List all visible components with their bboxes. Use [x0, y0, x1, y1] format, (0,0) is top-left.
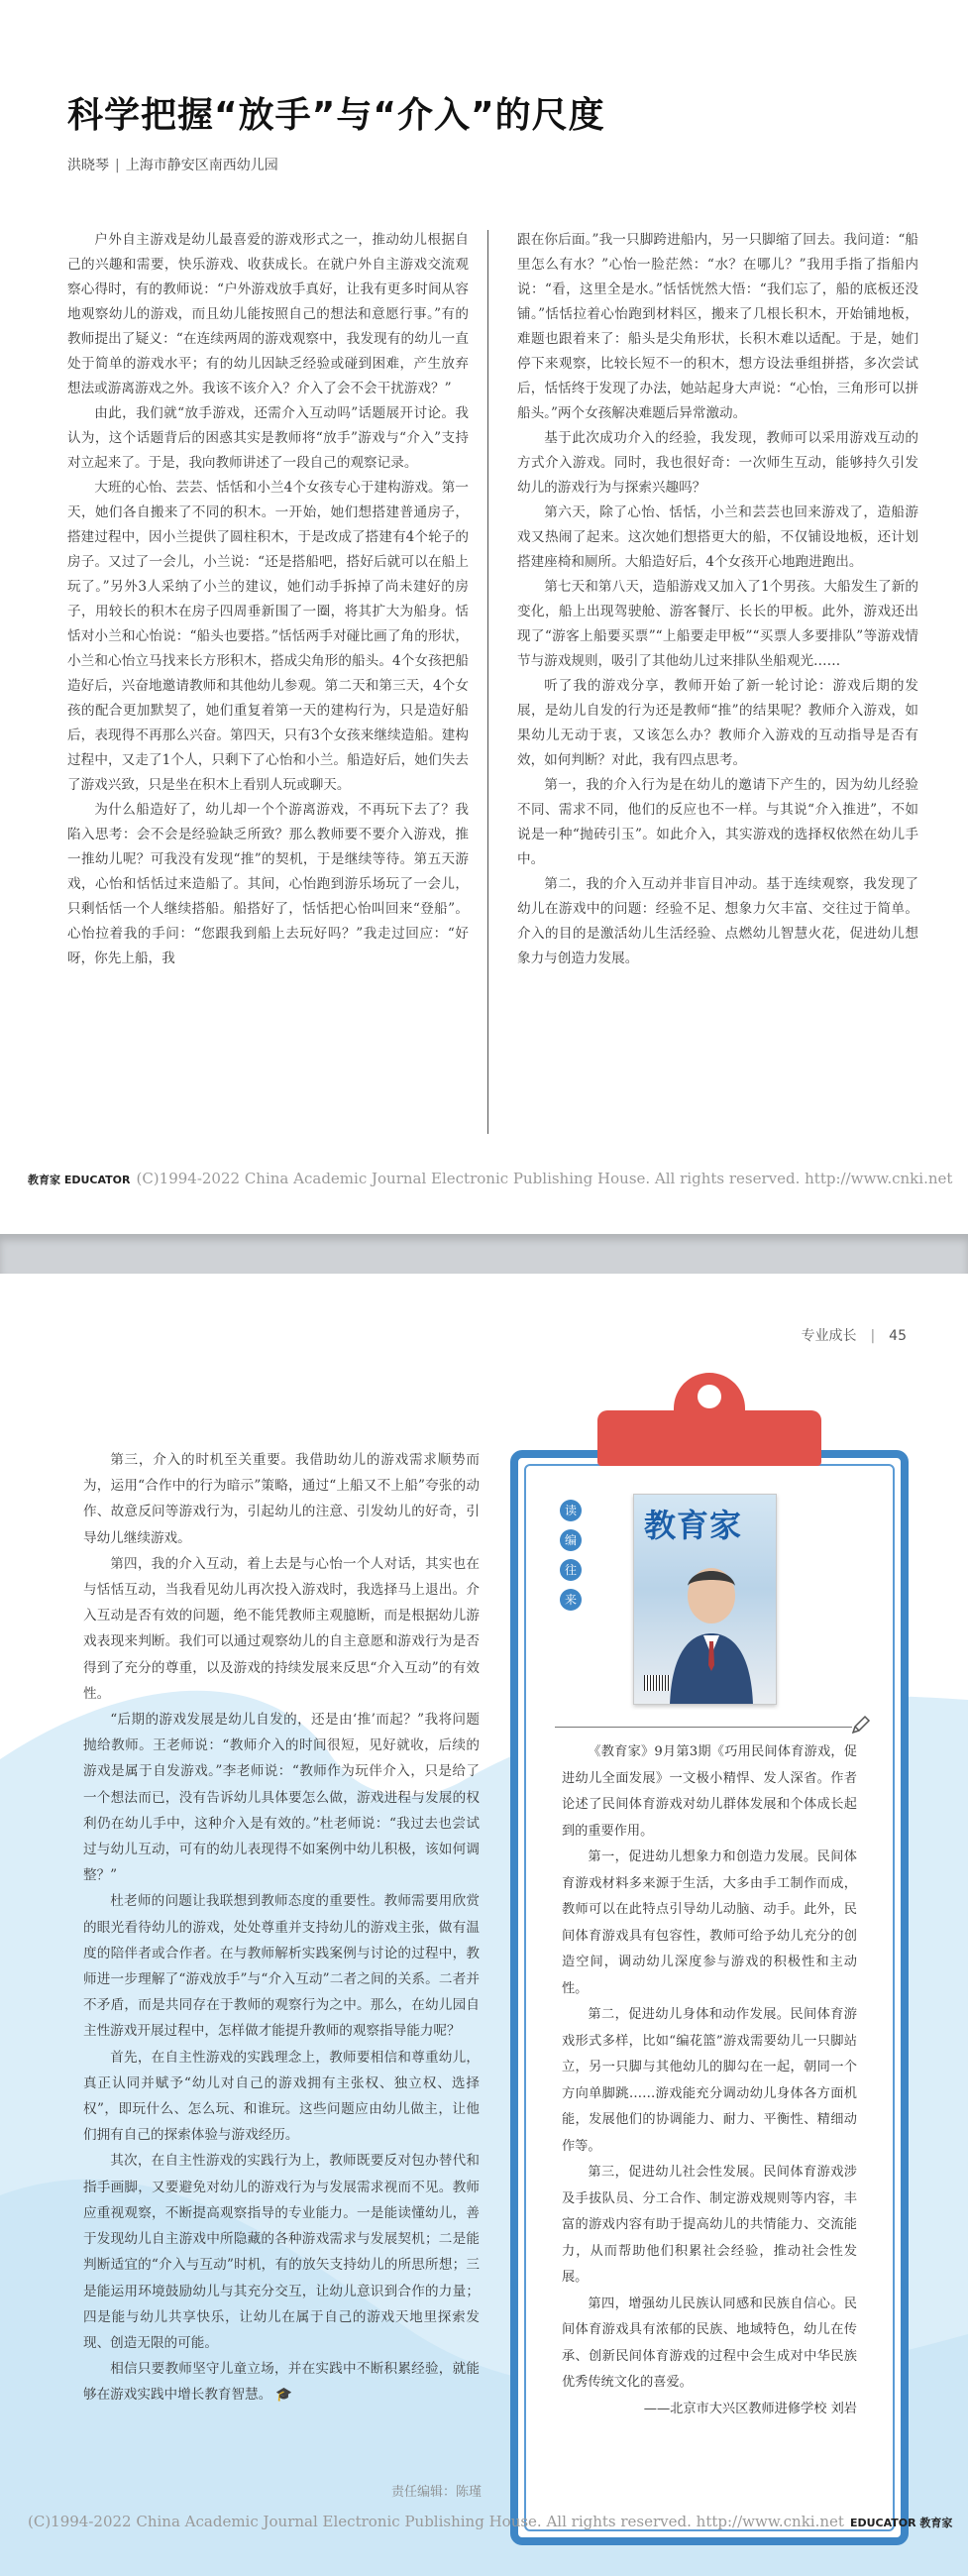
affiliation: 上海市静安区南西幼儿园	[125, 158, 278, 173]
cover-masthead: 教育家	[644, 1507, 743, 1544]
magazine-cover	[633, 1494, 777, 1705]
page-footer	[28, 2513, 952, 2530]
letter-paragraph: 第二，促进幼儿身体和动作发展。民间体育游戏形式多样，比如“编花篮”游戏需要幼儿一只脚站立，另一只脚与其他幼儿的脚勾在一起，朝同一个方向单脚跳……游戏能充分调动幼儿身体各方面机能，发展他们的协调能力、耐力、平衡性、精细动作等。	[562, 2007, 857, 2154]
paragraph: 跟在你后面。”我一只脚跨进船内，另一只脚缩了回去。我问道：“船里怎么有水？”心怡一脸茫然：“水？在哪儿？”我用手指了指船内说：“看，这里全是水。”恬恬恍然大悟：“我们忘了，船的底板还没铺。”恬恬拉着心怡跑到材料区，搬来了几根长积木，开始铺地板，难题也跟着来了：船头是尖角形状，长积木难以适配。于是，她们停下来观察，比较长短不一的积木，想方设法垂组拼搭，多次尝试后，恬恬终于发现了办法，她站起身大声说：“心怡，三角形可以拼船头。”两个女孩解决难题后异常激动。	[517, 232, 918, 421]
running-header	[801, 1325, 907, 1345]
paragraph: 由此，我们就“放手游戏，还需介入互动吗”话题展开讨论。我认为，这个话题背后的困惑其实是教师将“放手”游戏与“介入”支持对立起来了。于是，我向教师讲述了一段自己的观察记录。	[67, 405, 469, 471]
tag-char: 编	[560, 1529, 582, 1551]
paragraph: 户外自主游戏是幼儿最喜爱的游戏形式之一，推动幼儿根据自己的兴趣和需要，快乐游戏、收获成长。在就户外自主游戏交流观察心得时，有的教师说：“户外游戏放手真好，让我有更多时间从容地观察幼儿的游戏，而且幼儿能按照自己的想法和意愿行事。”有的教师提出了疑义：“在连续两周的游戏观察中，我发现有的幼儿一直处于简单的游戏水平；有的幼儿因缺乏经验或碰到困难，产生放弃想法或游离游戏之外。我该不该介入？介入了会不会干扰游戏？”	[67, 232, 469, 396]
footer-brand: 教育家 EDUCATOR	[28, 1174, 131, 1186]
paragraph: 大班的心怡、芸芸、恬恬和小兰4个女孩专心于建构游戏。第一天，她们各自搬来了不同的积木。一开始，她们想搭建普通房子，搭建过程中，因小兰提供了圆柱积木，于是改成了搭建有4个轮子的房子。又过了一会儿，小兰说：“还是搭船吧，搭好后就可以在船上玩了。”另外3人采纳了小兰的建议，她们动手拆掉了尚未建好的房子，用较长的积木在房子四周垂新围了一圈，将其扩大为船身。恬恬对小兰和心怡说：“船头也要搭。”恬恬两手对碰比画了角的形状，小兰和心怡立马找来长方形积木，搭成尖角形的船头。4个女孩把船造好后，兴奋地邀请教师和其他幼儿参观。第二天和第三天，4个女孩的配合更加默契了，她们重复着第一天的建构行为，只是造好船后，表现得不再那么兴奋。第四天，只有3个女孩来继续造船。建构过程中，又走了1个人，只剩下了心怡和小兰。船造好后，她们失去了游戏兴致，只是坐在积木上看别人玩或聊天。	[67, 480, 469, 793]
paragraph: 其次，在自主性游戏的实践行为上，教师既要反对包办替代和指手画脚，又要避免对幼儿的游戏行为与发展需求视而不见。教师应重视观察，不断提高观察指导的专业能力。一是能读懂幼儿，善于发现幼儿自主游戏中所隐藏的各种游戏需求与发展契机；二是能判断适宜的“介入与互动”时机，有的放矢支持幼儿的所思所想；三是能运用环境鼓励幼儿与其充分交互，让幼儿意识到合作的力量；四是能与幼儿共享快乐，让幼儿在属于自己的游戏天地里探索发现、创造无限的可能。	[83, 2153, 480, 2351]
paragraph: 首先，在自主性游戏的实践理念上，教师要相信和尊重幼儿，真正认同并赋予“幼儿对自己的游戏拥有主张权、独立权、选择权”，即玩什么、怎么玩、和谁玩。这些问题应由幼儿做主，让他们拥有自己的探索体验与游戏经历。	[83, 2049, 480, 2144]
byline-separator: |	[115, 158, 120, 173]
column-divider	[487, 230, 488, 1134]
letter-paragraph: 第一，促进幼儿想象力和创造力发展。民间体育游戏材料多来源于生活，大多由手工制作而成，教师可以在此特点引导幼儿动脑、动手。此外，民间体育游戏具有包容性，教师可给予幼儿充分的创造空间，调动幼儿深度参与游戏的积极性和主动性。	[562, 1849, 857, 1996]
paragraph: 第三，介入的时机至关重要。我借助幼儿的游戏需求顺势而为，运用“合作中的行为暗示”策略，通过“上船又不上船”夸张的动作、故意反问等游戏行为，引起幼儿的注意、引发幼儿的好奇，引导幼儿继续游戏。	[83, 1452, 480, 1546]
letter-signature: ——北京市大兴区教师进修学校 刘岩	[643, 2401, 857, 2416]
writing-line	[555, 1727, 852, 1728]
letter-paragraph: 第三，促进幼儿社会性发展。民间体育游戏涉及手拔队员、分工合作、制定游戏规则等内容，丰富的游戏内容有助于提高幼儿的共情能力、交流能力，从而帮助他们积累社会经验，推动社会性发展。	[562, 2165, 857, 2285]
paragraph: “后期的游戏发展是幼儿自发的，还是由‘推’而起？”我将问题抛给教师。王老师说：“教师介入的时间很短，见好就收，后续的游戏是属于自发游戏。”李老师说：“教师作为玩伴介入，只是给了一个想法而已，没有告诉幼儿具体要怎么做，游戏进程与发展的权利仍在幼儿手中，这种介入是有效的。”杜老师说：“我过去也尝试过与幼儿互动，可有的幼儿表现得不如案例中幼儿积极，该如何调整？”	[83, 1712, 480, 1884]
tag-char: 往	[560, 1559, 582, 1581]
copyright-watermark: (C)1994-2022 China Academic Journal Electronic Publishing House. All rights reserved. http://www.cnki.net	[136, 1170, 953, 1187]
paragraph: 第四，我的介入互动，着上去是与心怡一个人对话，其实也在与恬恬互动，当我看见幼儿再次投入游戏时，我选择马上退出。介入互动是否有效的问题，绝不能凭教师主观臆断，而是根据幼儿游戏表现来判断。我们可以通过观察幼儿的自主意愿和游戏行为是否得到了充分的尊重，以及游戏的持续发展来反思“介入互动”的有效性。	[83, 1555, 480, 1702]
paragraph: 第一，我的介入行为是在幼儿的邀请下产生的，因为幼儿经验不同、需求不同，他们的反应也不一样。与其说“介入推进”，不如说是一种“抛砖引玉”。如此介入，其实游戏的选择权依然在幼儿手中。	[517, 777, 918, 867]
paragraph: 第七天和第八天，造船游戏又加入了1个男孩。大船发生了新的变化，船上出现驾驶舱、游客餐厅、长长的甲板。此外，游戏还出现了“游客上船要买票”“上船要走甲板”“买票人多要排队”等游戏情节与游戏规则，吸引了其他幼儿过来排队坐船观光……	[517, 579, 918, 669]
footer-brand: EDUCATOR 教育家	[849, 2517, 953, 2529]
letter-paragraph: 《教育家》9月第3期《巧用民间体育游戏，促进幼儿全面发展》一文极小精悍、发人深省。作者论述了民间体育游戏对幼儿群体发展和个体成长起到的重要作用。	[562, 1744, 857, 1839]
reader-letter-text	[562, 1739, 857, 2422]
article-title: 科学把握“放手”与“介入”的尺度	[67, 95, 605, 136]
page-44	[0, 0, 968, 1234]
responsible-editor: 责任编辑：陈瑾	[391, 2485, 483, 2500]
paragraph: 杜老师的问题让我联想到教师态度的重要性。教师需要用欣赏的眼光看待幼儿的游戏，处处尊重并支持幼儿的游戏主张，做有温度的陪伴者或合作者。在与教师解析实践案例与讨论的过程中，教师进一步理解了“游戏放手”与“介入互动”二者之间的关系。二者并不矛盾，而是共同存在于教师的观察行为之中。那么，在幼儿园自主性游戏开展过程中，怎样做才能提升教师的观察指导能力呢？	[83, 1893, 480, 2040]
closing-paragraph-text: 相信只要教师坚守儿童立场，并在实践中不断积累经验，就能够在游戏实践中增长教育智慧。	[83, 2361, 480, 2404]
clipboard-clip	[597, 1410, 821, 1466]
graduation-cap-icon: 🎓	[275, 2387, 293, 2404]
header-separator: |	[870, 1328, 876, 1344]
page-number: 45	[889, 1328, 907, 1344]
byline	[67, 155, 278, 174]
author: 洪晓琴	[67, 158, 109, 173]
pen-icon	[850, 1714, 872, 1736]
tag-char: 读	[560, 1500, 582, 1521]
cover-barcode	[644, 1675, 670, 1691]
cover-portrait	[662, 1556, 761, 1705]
copyright-watermark: (C)1994-2022 China Academic Journal Electronic Publishing House. All rights reserved. http://www.cnki.net	[28, 2513, 844, 2530]
article-column-continued	[83, 1447, 480, 2408]
article-column-right	[517, 228, 918, 971]
section-tags	[560, 1500, 582, 1619]
paragraph: 基于此次成功介入的经验，我发现，教师可以采用游戏互动的方式介入游戏。同时，我也很好奇：一次师生互动，能够持久引发幼儿的游戏行为与探索兴趣吗？	[517, 430, 918, 496]
paragraph: 第六天，除了心怡、恬恬，小兰和芸芸也回来游戏了，造船游戏又热闹了起来。这次她们想搭更大的船，不仅铺设地板，还计划搭建座椅和厕所。大船造好后，4个女孩开心地跑进跑出。	[517, 504, 918, 570]
paragraph: 为什么船造好了，幼儿却一个个游离游戏，不再玩下去了？我陷入思考：会不会是经验缺乏所致？那么教师要不要介入游戏，推一推幼儿呢？可我没有发现“推”的契机，于是继续等待。第五天游戏，心怡和恬恬过来造船了。其间，心怡跑到游乐场玩了一会儿，只剩恬恬一个人继续搭船。船搭好了，恬恬把心怡叫回来“登船”。心怡拉着我的手问：“您跟我到船上去玩好吗？”我走过回应：“好呀，你先上船，我	[67, 802, 469, 966]
section-name: 专业成长	[801, 1328, 857, 1344]
page-45	[0, 1274, 968, 2576]
page-footer	[28, 1170, 952, 1187]
clipboard-clip-hole	[698, 1385, 721, 1408]
article-column-left	[67, 228, 469, 971]
paragraph: 第二，我的介入互动并非盲目冲动。基于连续观察，我发现了幼儿在游戏中的问题：经验不足、想象力欠丰富、交往过于简单。介入的目的是激活幼儿生活经验、点燃幼儿智慧火花，促进幼儿想象力与创造力发展。	[517, 876, 918, 966]
tag-char: 来	[560, 1589, 582, 1611]
letter-paragraph: 第四，增强幼儿民族认同感和民族自信心。民间体育游戏具有浓郁的民族、地域特色，幼儿在传承、创新民间体育游戏的过程中会生成对中华民族优秀传统文化的喜爱。	[562, 2296, 857, 2390]
paragraph	[83, 2356, 480, 2408]
page-gap	[0, 1234, 968, 1274]
paragraph: 听了我的游戏分享，教师开始了新一轮讨论：游戏后期的发展，是幼儿自发的行为还是教师“推”的结果呢？教师介入游戏，如果幼儿无动于衷，又该怎么办？教师介入游戏的互动指导是否有效，如何判断？对此，我有四点思考。	[517, 678, 918, 768]
